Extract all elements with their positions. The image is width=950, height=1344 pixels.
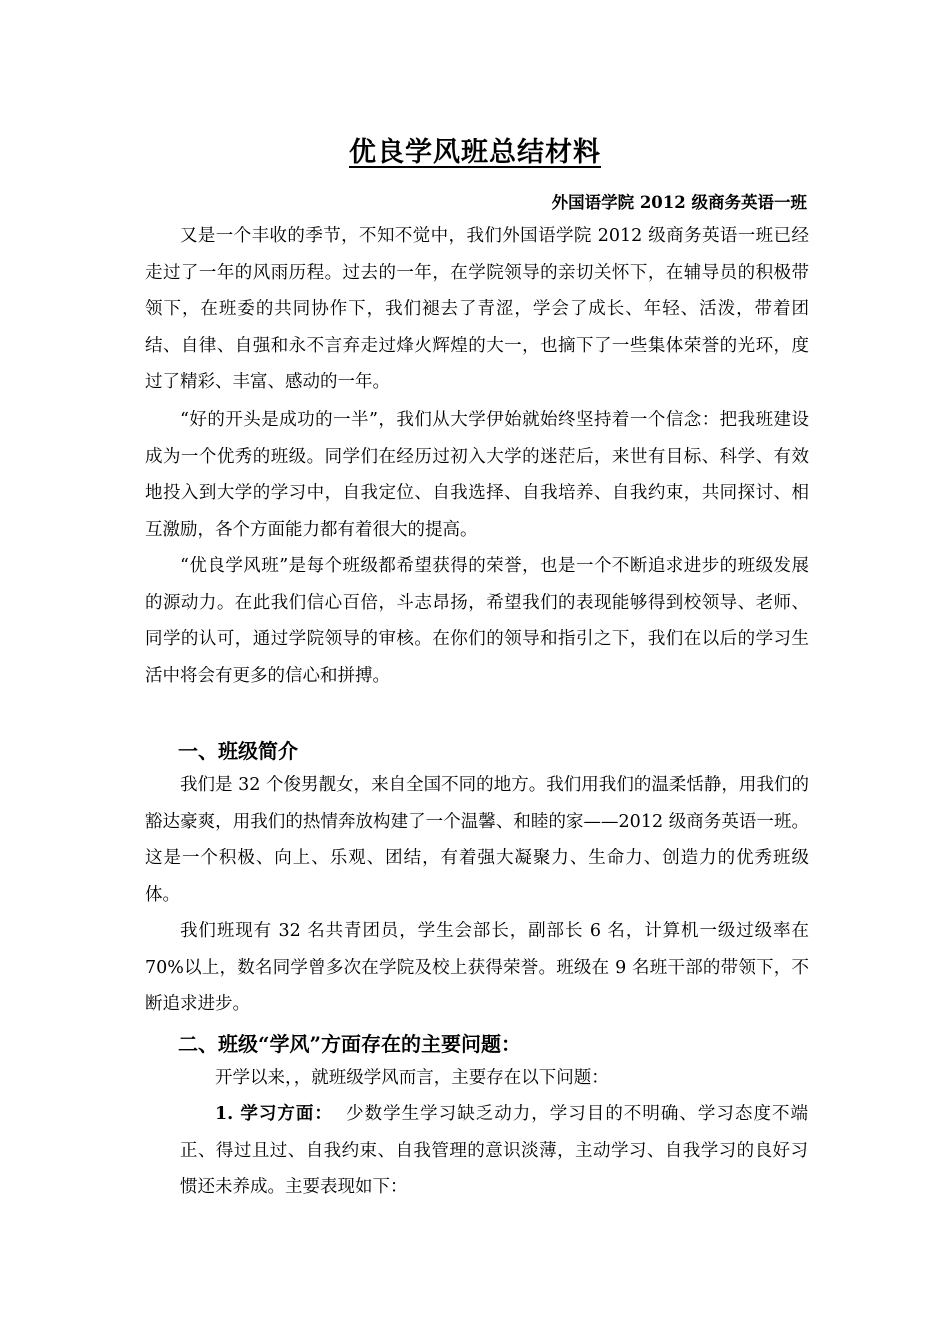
problem-item-1: [180, 1096, 808, 1206]
document-title: 优良学风班总结材料: [349, 137, 601, 168]
class-intro-paragraph-2: 我们班现有 32 名共青团员，学生会部长，副部长 6 名，计算机一级过级率在 70%以上，数名同学曾多次在学院及校上获得荣誉。班级在 9 名班干部的带领下，不断追求进步。: [145, 921, 809, 1014]
intro-paragraph-2: “好的开头是成功的一半”，我们从大学伊始就始终坚持着一个信念：把我班建设成为一个优秀的班级。同学们在经历过初入大学的迷茫后，来世有目标、科学、有效地投入到大学的学习中，自我定位、自我选择、自我培养、自我约束，共同探讨、相互激励，各个方面能力都有着很大的提高。: [145, 410, 809, 540]
problem-item-1-text: 少数学生学习缺乏动力，学习目的不明确、学习态度不端正、得过且过、自我约束、自我管理的意识淡薄，主动学习、自我学习的良好习惯还未养成。主要表现如下：: [180, 1104, 808, 1197]
problem-item-1-label: 1. 学习方面：: [215, 1104, 333, 1124]
document-subtitle: 外国语学院 2012 级商务英语一班: [551, 193, 807, 212]
class-intro-paragraph-1: 我们是 32 个俊男靓女，来自全国不同的地方。我们用我们的温柔恬静，用我们的豁达豪爽，用我们的热情奔放构建了一个温馨、和睦的家——2012 级商务英语一班。这是一个积极、向上、乐观、团结，有着强大凝聚力、生命力、创造力的优秀班级体。: [145, 775, 809, 905]
intro-paragraph-3: “优良学风班”是每个班级都希望获得的荣誉，也是一个不断追求进步的班级发展的源动力。在此我们信心百倍，斗志昂扬，希望我们的表现能够得到校领导、老师、同学的认可，通过学院领导的审核。在你们的领导和指引之下，我们在以后的学习生活中将会有更多的信心和拼搏。: [145, 556, 809, 686]
section-heading-class-intro: 一、班级简介: [178, 739, 298, 763]
intro-paragraph-1: 又是一个丰收的季节，不知不觉中，我们外国语学院 2012 级商务英语一班已经走过了一年的风雨历程。过去的一年，在学院领导的亲切关怀下，在辅导员的积极带领下，在班委的共同协作下，我们褪去了青涩，学会了成长、年轻、活泼，带着团结、自律、自强和永不言弃走过烽火辉煌的大一，也摘下了一些集体荣誉的光环，度过了精彩、丰富、感动的一年。: [145, 226, 809, 392]
problems-intro: 开学以来，，就班级学风而言，主要存在以下问题：: [215, 1068, 609, 1088]
section-heading-problems: 二、班级“学风”方面存在的主要问题：: [178, 1032, 522, 1056]
